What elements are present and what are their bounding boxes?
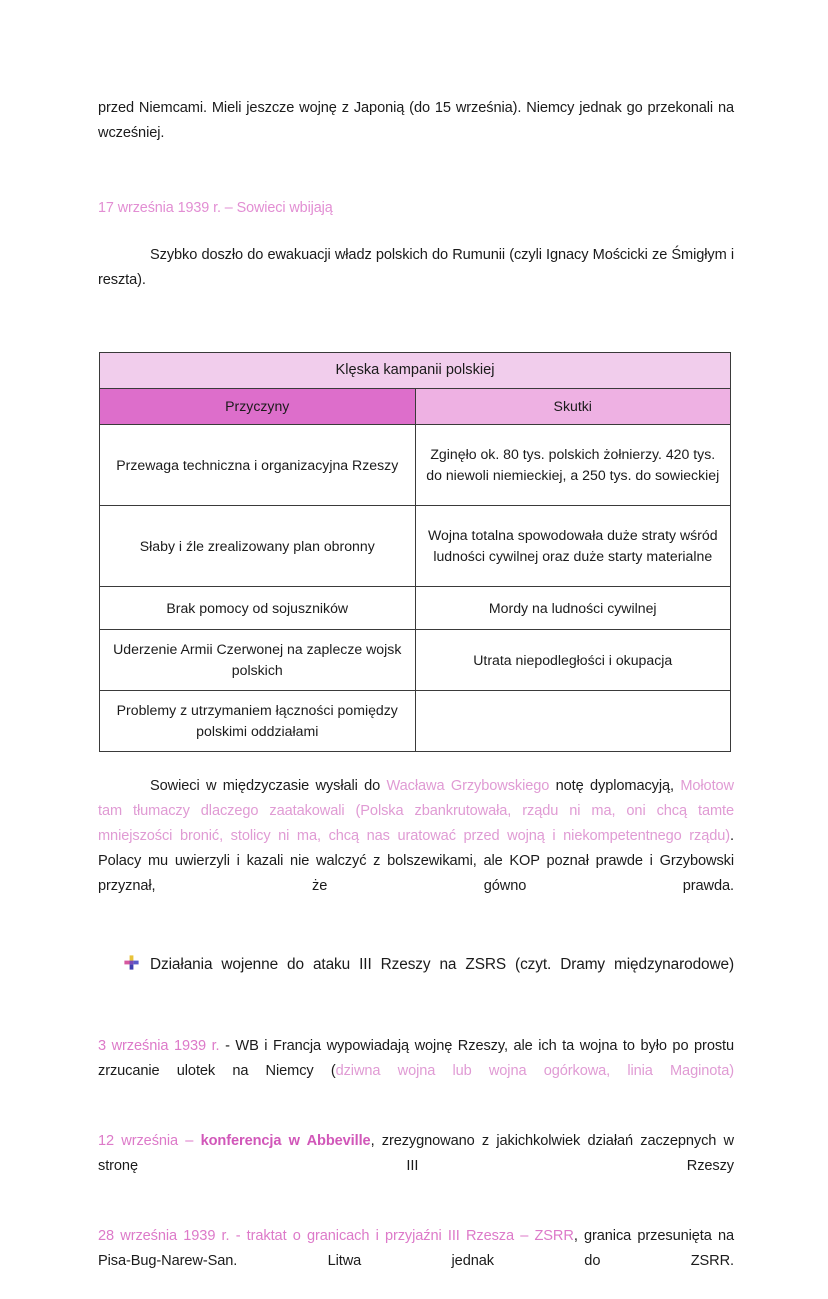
table-cell-przyczyny: Uderzenie Armii Czerwonej na zaplecze wojsk polskich (100, 630, 416, 691)
sept12-seg3: , zrezygnowano z jakichkolwiek działań zaczepnych w stronę III Rzeszy (98, 1133, 734, 1174)
date-heading-label: 17 września 1939 r. – Sowieci wbijają (98, 200, 333, 216)
table-cell-przyczyny: Problemy z utrzymaniem łączności pomiędzy polskimi oddziałami (100, 691, 416, 752)
sept3-seg2: - WB i Francja wypowiadają wojnę Rzeszy, ale ich ta wojna to było po prostu zrzucanie ulotek na Niemcy ( (98, 1038, 735, 1079)
paragraph-intro (98, 96, 734, 171)
spacer (98, 219, 734, 243)
sept3-seg4: ) (729, 1063, 735, 1079)
table-row (100, 506, 731, 587)
table-title-cell: Klęska kampanii polskiej (100, 353, 731, 389)
paragraph-28-wrzesnia (98, 1224, 734, 1299)
table-cell-przyczyny: Przewaga techniczna i organizacyjna Rzeszy (100, 425, 416, 506)
intro-text: przed Niemcami. Mieli jeszcze wojnę z Japonią (do 15 września). Niemcy jednak go przekonali na wcześniej. (98, 100, 734, 141)
sept3-parenthetical-pink: dziwna wojna lub wojna ogórkowa, linia Maginota (335, 1063, 730, 1079)
table-cell-przyczyny: Słaby i źle zrealizowany plan obronny (100, 506, 416, 587)
date-12-wrzesnia: 12 września – (98, 1133, 201, 1149)
sowieci-seg5: . Polacy mu uwierzyli i kazali nie walczyć z bolszewikami, ale KOP poznał prawde i Grzybowski przyznał, że gówno prawda. (98, 828, 734, 894)
spacer (98, 171, 734, 197)
sowieci-seg1: Sowieci w międzyczasie wysłali do (150, 778, 387, 794)
spacer (98, 318, 734, 352)
bullet-heading-block (124, 950, 734, 1010)
table-row (100, 630, 731, 691)
spacer (98, 1010, 734, 1034)
table-cell-skutki: Wojna totalna spowodowała duże straty wśród ludności cywilnej oraz duże starty materialne (415, 506, 731, 587)
table-header-row (100, 389, 731, 425)
table-header-skutki: Skutki (415, 389, 731, 425)
spacer (98, 1109, 734, 1129)
sowieci-molotow-pink: Mołotow tam tłumaczy dlaczego zaatakowali (Polska zbankrutowała, rządu ni ma, oni chcą tamte mniejszości bronić, stolicy ni ma, chcą nas uratować przed wojną i niekompetentnego rządu) (98, 778, 734, 844)
sowieci-seg3: notę dyplomacyją, (549, 778, 681, 794)
paragraph-3-wrzesnia (98, 1034, 734, 1109)
table-row (100, 587, 731, 630)
spacer (98, 1204, 734, 1224)
table-cell-skutki: Zginęło ok. 80 tys. polskich żołnierzy. 420 tys. do niewoli niemieckiej, a 250 tys. do sowieckiej (415, 425, 731, 506)
table-row (100, 691, 731, 752)
konferencja-abbeville-label: konferencja w Abbeville (200, 1133, 371, 1149)
date-3-wrzesnia: 3 września 1939 r. (98, 1038, 220, 1054)
paragraph-sowieci (98, 774, 734, 924)
bullet-heading-label: Działania wojenne do ataku III Rzeszy na ZSRS (czyt. Dramy międzynarodowe) (150, 956, 734, 973)
paragraph-evacuation (98, 243, 734, 318)
table-cell-przyczyny: Brak pomocy od sojuszników (100, 587, 416, 630)
table-cell-skutki: Utrata niepodległości i okupacja (415, 630, 731, 691)
date-heading-17-wrzesnia (98, 197, 734, 219)
table-header-przyczyny: Przyczyny (100, 389, 416, 425)
spacer (98, 752, 734, 774)
sept28-seg2: , granica przesunięta na Pisa-Bug-Narew-San. Litwa jednak do ZSRR. (98, 1228, 734, 1269)
paragraph-12-wrzesnia (98, 1129, 734, 1204)
table-cell-skutki: Mordy na ludności cywilnej (415, 587, 731, 630)
table-title-row (100, 353, 731, 389)
table-row (100, 425, 731, 506)
evacuation-text: Szybko doszło do ewakuacji władz polskich do Rumunii (czyli Ignacy Mościcki ze Śmigłym i reszta). (98, 247, 734, 288)
spacer (98, 924, 734, 950)
klesk-kampanii-table (99, 352, 731, 752)
sowieci-name-pink: Wacława Grzybowskiego (386, 778, 550, 794)
multicolor-cross-bullet-icon (124, 955, 139, 970)
date-28-wrzesnia: 28 września 1939 r. - traktat o granicach i przyjaźni III Rzesza – ZSRR (98, 1228, 574, 1244)
table-cell-skutki (415, 691, 731, 752)
